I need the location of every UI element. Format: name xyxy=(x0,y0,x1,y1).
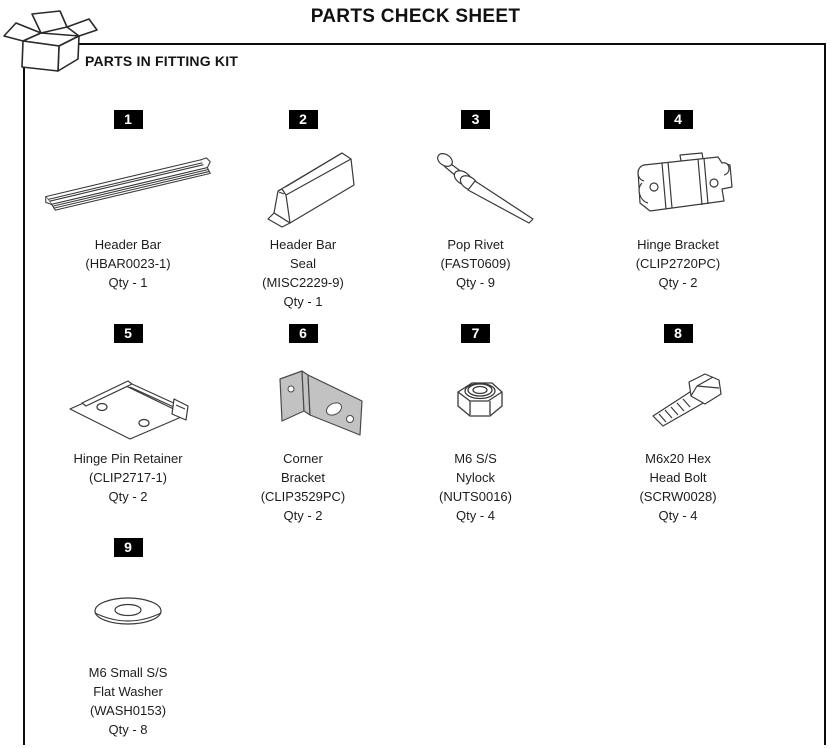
item-number-badge: 8 xyxy=(664,324,693,343)
part-name-line: Head Bolt xyxy=(649,470,707,485)
part-label xyxy=(440,235,510,311)
part-qty: Qty - 4 xyxy=(658,508,698,523)
part-name-line: M6 S/S xyxy=(454,451,497,466)
part-name-line: Header Bar xyxy=(94,237,162,252)
part-name-line: Flat Washer xyxy=(93,684,163,699)
part-qty: Qty - 9 xyxy=(455,275,495,290)
part-name-line: M6x20 Hex xyxy=(645,451,711,466)
part-label xyxy=(85,235,170,311)
part-item xyxy=(38,538,218,739)
flat-washer-icon xyxy=(38,563,218,663)
item-number-badge: 4 xyxy=(664,110,693,129)
parts-grid xyxy=(38,106,810,748)
part-item xyxy=(38,110,218,311)
part-number: (MISC2229-9) xyxy=(262,275,344,290)
part-item xyxy=(218,110,388,311)
part-qty: Qty - 8 xyxy=(108,722,148,737)
corner-bracket-icon xyxy=(218,349,388,449)
part-name-line: Pop Rivet xyxy=(447,237,504,252)
part-qty: Qty - 2 xyxy=(658,275,698,290)
item-number-badge: 9 xyxy=(114,538,143,557)
header-bar-icon xyxy=(38,135,218,235)
part-qty: Qty - 4 xyxy=(455,508,495,523)
item-number-badge: 1 xyxy=(114,110,143,129)
section-heading: PARTS IN FITTING KIT xyxy=(85,53,239,69)
part-number: (CLIP2720PC) xyxy=(635,256,721,271)
part-label xyxy=(639,449,716,525)
part-name-line: Hinge Bracket xyxy=(637,237,719,252)
part-number: (WASH0153) xyxy=(89,703,167,718)
part-qty: Qty - 1 xyxy=(108,275,148,290)
item-number-badge: 5 xyxy=(114,324,143,343)
nylock-nut-icon xyxy=(388,349,563,449)
part-qty: Qty - 2 xyxy=(108,489,148,504)
part-label xyxy=(262,235,344,311)
part-item xyxy=(563,324,793,525)
item-number-badge: 7 xyxy=(461,324,490,343)
part-name-line: Header Bar xyxy=(269,237,337,252)
part-number: (CLIP2717-1) xyxy=(88,470,168,485)
part-name-line: Seal xyxy=(289,256,316,271)
part-number: (SCRW0028) xyxy=(639,489,717,504)
part-label xyxy=(261,449,346,525)
part-name-line: Bracket xyxy=(280,470,326,485)
hinge-pin-retainer-icon xyxy=(38,349,218,449)
hex-head-bolt-icon xyxy=(563,349,793,449)
header-bar-seal-icon xyxy=(218,135,388,235)
open-box-icon xyxy=(1,5,101,77)
part-name-line: Corner xyxy=(283,451,323,466)
item-number-badge: 6 xyxy=(289,324,318,343)
pop-rivet-icon xyxy=(388,135,563,235)
part-item xyxy=(388,110,563,311)
part-label xyxy=(73,449,182,525)
part-number: (NUTS0016) xyxy=(439,489,512,504)
part-label xyxy=(636,235,721,311)
part-name-line: Hinge Pin Retainer xyxy=(73,451,183,466)
part-number: (HBAR0023-1) xyxy=(85,256,171,271)
page-title: PARTS CHECK SHEET xyxy=(310,6,521,27)
item-number-badge: 3 xyxy=(461,110,490,129)
part-qty: Qty - 2 xyxy=(283,508,323,523)
part-name-line: Nylock xyxy=(455,470,495,485)
hinge-bracket-icon xyxy=(563,135,793,235)
part-label xyxy=(89,663,168,739)
part-number: (CLIP3529PC) xyxy=(260,489,346,504)
item-number-badge: 2 xyxy=(289,110,318,129)
part-qty: Qty - 1 xyxy=(283,294,323,309)
part-label xyxy=(439,449,512,525)
part-number: (FAST0609) xyxy=(440,256,511,271)
part-item xyxy=(563,110,793,311)
part-item xyxy=(38,324,218,525)
part-item xyxy=(388,324,563,525)
part-item xyxy=(218,324,388,525)
part-name-line: M6 Small S/S xyxy=(88,665,168,680)
